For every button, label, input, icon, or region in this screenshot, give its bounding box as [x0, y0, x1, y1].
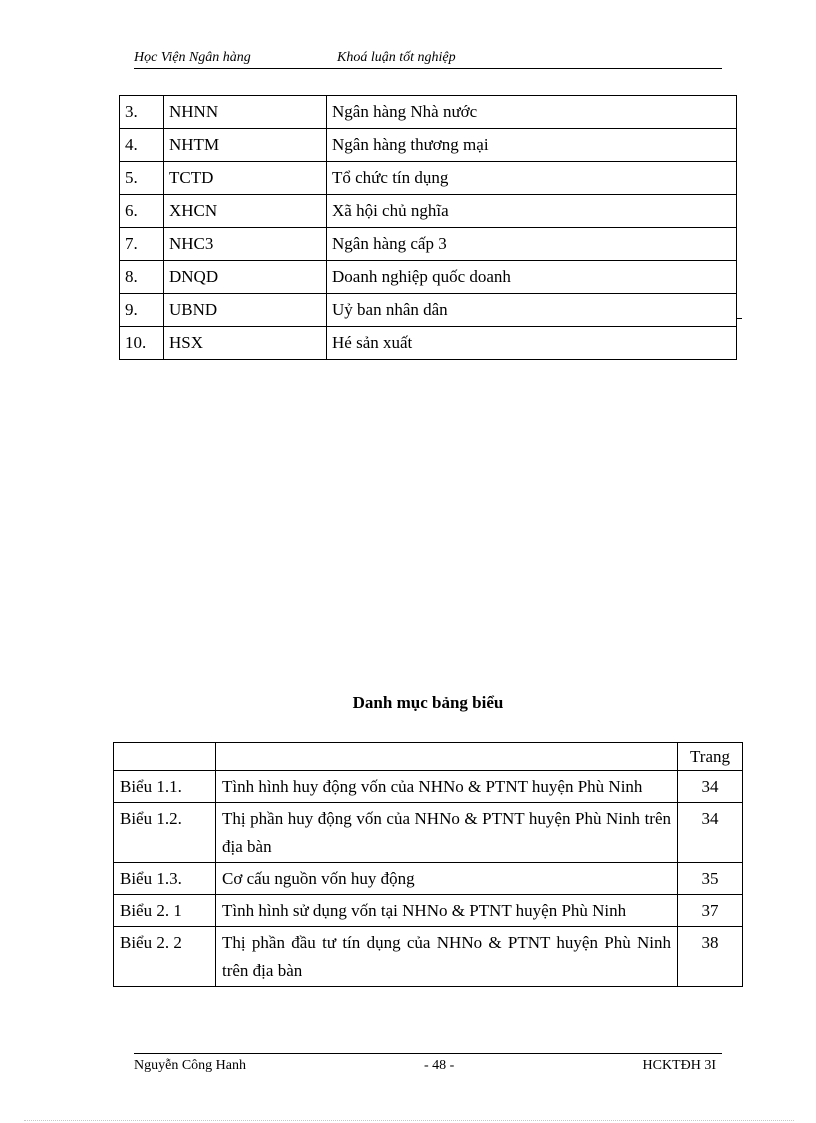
abbreviation: NHC3	[164, 228, 327, 261]
header-cell-description	[216, 743, 678, 771]
abbreviation-meaning: Ngân hàng Nhà nước	[327, 96, 737, 129]
table-page: 35	[678, 863, 743, 895]
table-row	[114, 771, 743, 803]
abbreviation-meaning: Ngân hàng thương mại	[327, 129, 737, 162]
row-number: 3.	[120, 96, 164, 129]
tables-list-table	[113, 742, 743, 987]
table-row	[114, 863, 743, 895]
table-label: Biểu 2. 1	[114, 895, 216, 927]
abbreviation: XHCN	[164, 195, 327, 228]
footer-class-code: HCKTĐH 3I	[642, 1058, 716, 1073]
table-description: Thị phần huy động vốn của NHNo & PTNT huyện Phù Ninh trên địa bàn	[216, 803, 678, 863]
footer-author: Nguyễn Công Hanh	[134, 1058, 246, 1073]
table-row	[120, 294, 737, 327]
table-row	[120, 228, 737, 261]
row-number: 8.	[120, 261, 164, 294]
table-description: Tình hình sử dụng vốn tại NHNo & PTNT huyện Phù Ninh	[216, 895, 678, 927]
row-number: 6.	[120, 195, 164, 228]
abbreviation-meaning: Tổ chức tín dụng	[327, 162, 737, 195]
abbreviation: HSX	[164, 327, 327, 360]
table-row	[120, 96, 737, 129]
abbreviation: DNQD	[164, 261, 327, 294]
table-row	[120, 195, 737, 228]
table-label: Biểu 1.1.	[114, 771, 216, 803]
header-cell-page: Trang	[678, 743, 743, 771]
page-footer	[134, 1053, 722, 1076]
abbreviations-table	[119, 95, 737, 360]
table-row	[120, 327, 737, 360]
table-row	[120, 162, 737, 195]
abbreviation-meaning: Hé sản xuất	[327, 327, 737, 360]
abbreviation-meaning: Ngân hàng cấp 3	[327, 228, 737, 261]
page-edge-divider	[24, 1120, 794, 1121]
table-page: 38	[678, 927, 743, 987]
row-number: 9.	[120, 294, 164, 327]
row-number: 5.	[120, 162, 164, 195]
table-label: Biểu 1.2.	[114, 803, 216, 863]
abbreviation-meaning: Xã hội chủ nghĩa	[327, 195, 737, 228]
abbreviation-meaning: Uỷ ban nhân dân	[327, 294, 737, 327]
table-row	[114, 803, 743, 863]
table-row	[120, 261, 737, 294]
table-page: 37	[678, 895, 743, 927]
header-cell-label	[114, 743, 216, 771]
table-page: 34	[678, 771, 743, 803]
header-doc-type: Khoá luận tốt nghiệp	[337, 50, 456, 65]
table-page: 34	[678, 803, 743, 863]
abbreviation: UBND	[164, 294, 327, 327]
table-description: Tình hình huy động vốn của NHNo & PTNT huyện Phù Ninh	[216, 771, 678, 803]
table-label: Biểu 1.3.	[114, 863, 216, 895]
abbreviation: NHTM	[164, 129, 327, 162]
row-number: 7.	[120, 228, 164, 261]
table-row	[114, 927, 743, 987]
page-header	[134, 50, 722, 69]
divider	[736, 318, 742, 319]
section-title: Danh mục bảng biểu	[352, 693, 504, 712]
table-description: Cơ cấu nguồn vốn huy động	[216, 863, 678, 895]
row-number: 4.	[120, 129, 164, 162]
footer-page-number: - 48 -	[424, 1058, 455, 1073]
row-number: 10.	[120, 327, 164, 360]
table-description: Thị phần đầu tư tín dụng của NHNo & PTNT huyện Phù Ninh trên địa bàn	[216, 927, 678, 987]
abbreviation: NHNN	[164, 96, 327, 129]
table-row	[114, 895, 743, 927]
abbreviation: TCTD	[164, 162, 327, 195]
table-row	[120, 129, 737, 162]
table-label: Biểu 2. 2	[114, 927, 216, 987]
table-header-row	[114, 743, 743, 771]
header-institution: Học Viện Ngân hàng	[134, 50, 251, 65]
abbreviation-meaning: Doanh nghiệp quốc doanh	[327, 261, 737, 294]
